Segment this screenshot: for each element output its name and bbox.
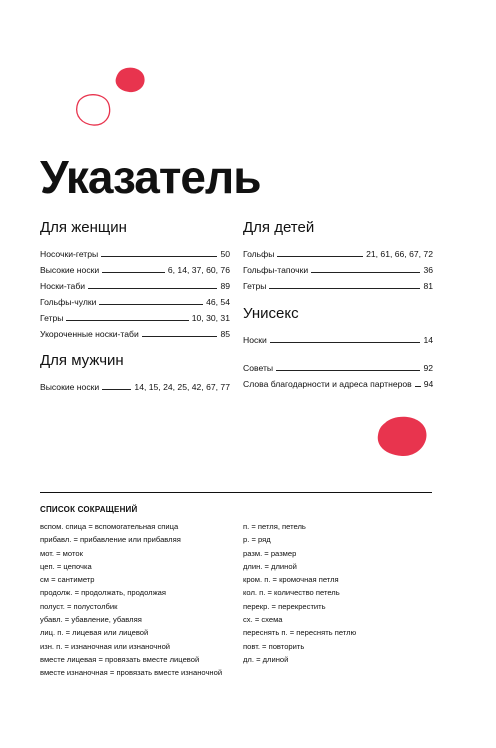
index-entry (40, 308, 230, 324)
entry-name: Высокие носки (40, 265, 100, 275)
abbreviation-item: лиц. п. = лицевая или лицевой (40, 628, 149, 638)
abbreviation-item: полуст. = полустолбик (40, 601, 118, 611)
entry-pages: 94 (423, 379, 434, 389)
abbreviation-item: кром. п. = кромочная петля (243, 575, 339, 585)
entry-pages: 81 (423, 281, 433, 291)
abbreviation-item: сх. = схема (243, 615, 283, 625)
leader-line (99, 304, 203, 305)
entry-pages: 10, 30, 31 (191, 313, 230, 323)
index-list (243, 244, 433, 292)
abbreviations-list-right (243, 520, 433, 666)
index-list (243, 330, 433, 346)
abbreviation-item: вспом. спица = вспомогательная спица (40, 522, 179, 531)
abbreviation-item: п. = петля, петель (243, 522, 306, 531)
page-title: Указатель (40, 151, 261, 203)
entry-name: Гетры (40, 313, 64, 323)
leader-line (276, 370, 420, 371)
entry-name: Носочки-гетры (40, 249, 99, 259)
leader-line (66, 320, 188, 321)
index-entry (40, 244, 230, 260)
divider (40, 492, 432, 493)
index-entry (40, 260, 230, 276)
abbreviation-item: повт. = повторить (243, 641, 305, 651)
index-list (40, 244, 230, 340)
abbreviation-item: перекр. = перекрестить (243, 601, 326, 611)
index-entry (40, 324, 230, 340)
leader-line (269, 288, 420, 289)
leader-line (101, 256, 217, 257)
entry-name: Гольфы-тапочки (243, 265, 309, 275)
index-section-unisex (243, 305, 433, 346)
index-entry (40, 377, 230, 393)
index-section-men (40, 352, 230, 393)
index-entry (243, 374, 433, 390)
index-section-children (243, 219, 433, 292)
entry-name: Гетры (243, 281, 267, 291)
entry-name: Советы (243, 363, 274, 373)
abbreviation-item: см = сантиметр (40, 575, 95, 585)
abbreviation-item: прибавл. = прибавление или прибавляя (40, 535, 181, 545)
leader-line (415, 386, 421, 387)
section-heading: Для детей (243, 219, 315, 236)
entry-pages: 89 (220, 281, 230, 291)
entry-pages: 85 (220, 329, 230, 339)
section-heading: Для мужчин (40, 352, 124, 369)
abbreviation-item: разм. = размер (243, 548, 297, 558)
abbreviation-item: продолж. = продолжать, продолжая (40, 588, 166, 598)
abbreviation-item: вместе лицевая = провязать вместе лицевой (40, 654, 200, 664)
abbreviations-heading: СПИСОК СОКРАЩЕНИЙ (40, 505, 138, 514)
index-list (40, 377, 230, 393)
index-entry (40, 292, 230, 308)
leader-line (102, 389, 131, 390)
entry-pages: 92 (423, 363, 433, 373)
leader-line (88, 288, 217, 289)
index-entry (243, 260, 433, 276)
abbreviation-item: изн. п. = изнаночная или изнаночной (40, 641, 171, 651)
entry-pages: 36 (423, 265, 433, 275)
leader-line (142, 336, 218, 337)
red-blob-decoration (376, 414, 428, 458)
section-heading: Унисекс (243, 305, 299, 322)
index-list (243, 358, 433, 390)
leader-line (311, 272, 420, 273)
entry-pages: 46, 54 (206, 297, 230, 307)
abbreviation-item: убавл. = убавление, убавляя (40, 615, 142, 625)
abbreviation-item: длин. = длиной (243, 561, 297, 571)
entry-pages: 21, 61, 66, 67, 72 (366, 249, 433, 259)
section-heading: Для женщин (40, 219, 127, 236)
leader-line (270, 342, 421, 343)
entry-pages: 14, 15, 24, 25, 42, 67, 77 (134, 382, 230, 392)
index-entry (243, 358, 433, 374)
entry-name: Гольфы (243, 249, 275, 259)
abbreviation-item: кол. п. = количество петель (243, 588, 340, 598)
index-entry (40, 276, 230, 292)
entry-pages: 6, 14, 37, 60, 76 (167, 265, 230, 275)
abbreviation-item: цеп. = цепочка (40, 561, 92, 571)
entry-name: Укороченные носки-таби (40, 329, 139, 339)
outline-blob-decoration (74, 92, 112, 128)
abbreviation-item: дл. = длиной (243, 654, 289, 664)
entry-name: Высокие носки (40, 382, 100, 392)
entry-name: Носки (243, 335, 267, 345)
index-entry (243, 330, 433, 346)
abbreviation-item: переснять п. = переснять петлю (243, 628, 357, 638)
abbreviation-item: р. = ряд (243, 535, 271, 545)
entry-name: Гольфы-чулки (40, 297, 97, 307)
entry-pages: 50 (220, 249, 230, 259)
index-section-women (40, 219, 230, 340)
entry-pages: 14 (423, 335, 433, 345)
leader-line (277, 256, 363, 257)
abbreviations-list-left (40, 520, 230, 680)
leader-line (102, 272, 165, 273)
red-blob-decoration (114, 66, 146, 94)
entry-name: Слова благодарности и адреса партнеров (243, 379, 412, 389)
entry-name: Носки-таби (40, 281, 86, 291)
index-section-extra (243, 358, 433, 390)
index-entry (243, 244, 433, 260)
abbreviation-item: вместе изнаночная = провязать вместе изнаночной (40, 668, 223, 678)
index-entry (243, 276, 433, 292)
abbreviation-item: мот. = моток (40, 548, 83, 558)
